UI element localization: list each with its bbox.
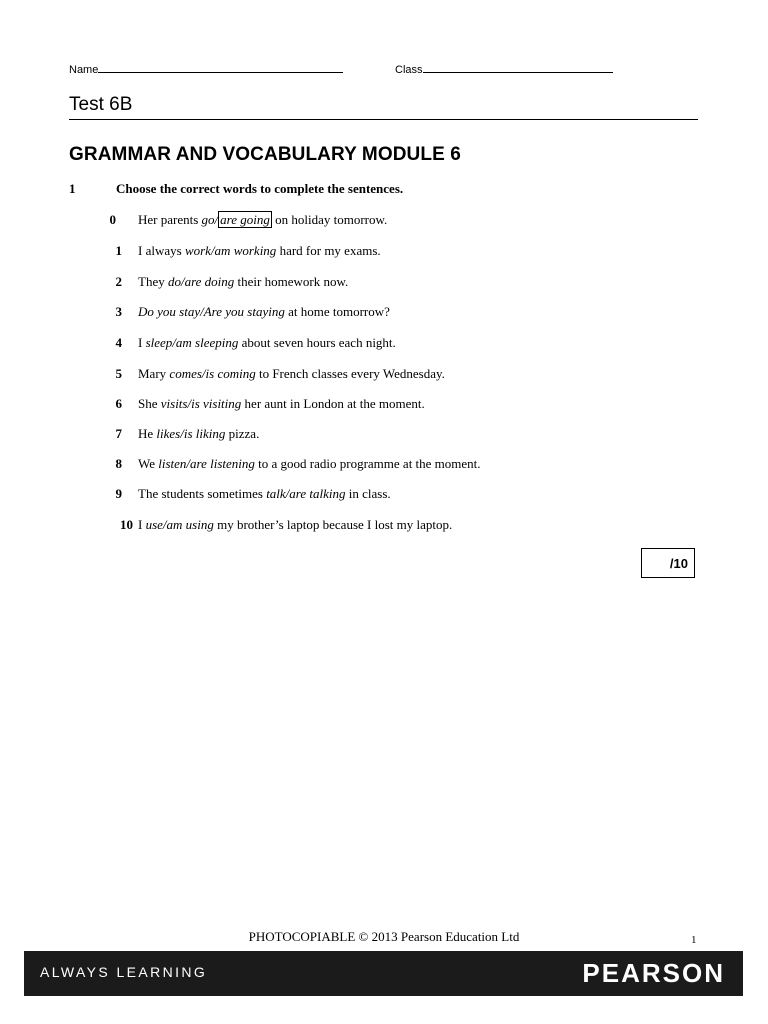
name-blank-line[interactable] [98,61,343,73]
brand-bar [24,951,743,996]
item-number: 7 [115,426,122,441]
item-sentence [138,486,391,502]
class-field[interactable] [395,61,613,76]
module-heading: GRAMMAR AND VOCABULARY MODULE 6 [69,144,461,165]
item-options[interactable]: comes/is coming [169,366,256,381]
item-sentence [138,396,425,412]
item-options[interactable]: use/am using [145,517,214,532]
exercise-number: 1 [69,181,76,196]
item-post-text: about seven hours each night. [238,335,396,350]
item-sentence [138,212,387,228]
class-blank-line[interactable] [423,61,613,73]
item-options[interactable]: talk/are talking [266,486,346,501]
item-number: 10 [120,517,133,532]
item-post-text: at home tomorrow? [284,304,390,319]
name-field[interactable] [69,61,343,76]
test-title: Test 6B [69,94,133,115]
instruction-text: Choose the correct words to complete the sentences. [116,181,404,196]
item-pre-text: She [138,396,161,411]
item-sentence [138,426,259,442]
item-options[interactable]: do/are doing [167,274,235,289]
item-option-selected: are going [220,212,270,227]
item-number: 6 [115,396,122,411]
item-number: 2 [115,274,122,289]
item-post-text: their homework now. [234,274,349,289]
item-post-text: her aunt in London at the moment. [241,396,425,411]
item-post-text: hard for my exams. [276,243,381,258]
name-label: Name [69,64,99,76]
item-pre-text: The students sometimes [138,486,267,501]
copyright-notice: PHOTOCOPIABLE © 2013 Pearson Education Ltd [248,929,520,944]
score-box[interactable]: /10 [641,548,695,578]
title-divider [69,119,698,120]
item-pre-text: He [138,426,157,441]
item-number: 1 [115,243,122,258]
item-sentence [138,456,481,472]
item-option-a: go/ [201,212,219,227]
item-pre-text: Her parents [138,212,202,227]
item-options[interactable]: listen/are listening [158,456,255,471]
item-pre-text: They [138,274,168,289]
class-label: Class [395,64,423,76]
page-number: 1 [691,934,697,946]
item-pre-text: We [138,456,159,471]
item-post-text: pizza. [225,426,260,441]
item-sentence [138,335,396,351]
item-post-text: in class. [345,486,391,501]
item-post-text: to a good radio programme at the moment. [254,456,481,471]
item-sentence [138,243,381,259]
item-number: 9 [115,486,122,501]
brand-tagline: ALWAYS LEARNING [40,964,208,980]
item-post-text: on holiday tomorrow. [271,212,388,227]
item-options[interactable]: sleep/am sleeping [145,335,239,350]
item-pre-text: I always [138,243,185,258]
item-sentence [138,517,452,533]
item-sentence [138,366,445,382]
item-post-text: my brother’s laptop because I lost my laptop. [213,517,453,532]
item-post-text: to French classes every Wednesday. [255,366,445,381]
item-options[interactable]: likes/is liking [156,426,226,441]
item-options[interactable]: visits/is visiting [160,396,242,411]
item-options[interactable]: work/am working [184,243,277,258]
item-sentence [138,274,348,290]
item-number: 8 [115,456,122,471]
item-number: 5 [115,366,122,381]
item-pre-text: I [138,517,146,532]
item-number: 0 [109,212,116,227]
item-sentence [138,304,390,320]
item-number: 4 [115,335,122,350]
item-pre-text: I [138,335,146,350]
item-options[interactable]: Do you stay/Are you staying [138,304,285,319]
item-pre-text: Mary [138,366,170,381]
item-number: 3 [115,304,122,319]
pearson-logo: PEARSON [582,958,725,988]
